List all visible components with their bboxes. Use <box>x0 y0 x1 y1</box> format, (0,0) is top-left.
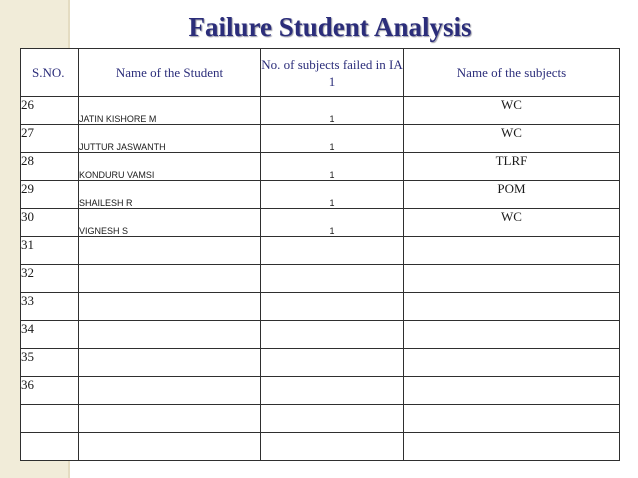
cell-subject-names <box>404 321 620 349</box>
cell-subject-names <box>404 237 620 265</box>
cell-sno: 27 <box>21 125 79 153</box>
table-row <box>21 209 620 237</box>
cell-subject-names: POM <box>404 181 620 209</box>
cell-sno: 31 <box>21 237 79 265</box>
header-sno: S.NO. <box>21 49 79 97</box>
cell-student-name <box>79 237 261 265</box>
table-row <box>21 181 620 209</box>
cell-student-name: JATIN KISHORE M <box>79 97 261 125</box>
cell-student-name: KONDURU VAMSI <box>79 153 261 181</box>
cell-subject-names <box>404 265 620 293</box>
cell-subjects-failed: 1 <box>261 153 404 181</box>
cell-sno: 28 <box>21 153 79 181</box>
table-row <box>21 237 620 265</box>
cell-sno: 29 <box>21 181 79 209</box>
cell-subjects-failed: 1 <box>261 209 404 237</box>
cell-sno: 36 <box>21 377 79 405</box>
cell-subjects-failed <box>261 433 404 461</box>
table-row <box>21 153 620 181</box>
table-row <box>21 405 620 433</box>
cell-subject-names <box>404 377 620 405</box>
table-row <box>21 97 620 125</box>
cell-subjects-failed <box>261 321 404 349</box>
cell-student-name <box>79 377 261 405</box>
cell-student-name: SHAILESH R <box>79 181 261 209</box>
cell-subjects-failed <box>261 265 404 293</box>
cell-student-name <box>79 349 261 377</box>
cell-student-name <box>79 265 261 293</box>
table-row <box>21 433 620 461</box>
failure-analysis-table <box>20 48 620 461</box>
cell-subject-names <box>404 433 620 461</box>
cell-subjects-failed: 1 <box>261 181 404 209</box>
cell-subjects-failed: 1 <box>261 97 404 125</box>
cell-student-name <box>79 293 261 321</box>
table-row <box>21 125 620 153</box>
cell-subject-names: WC <box>404 209 620 237</box>
table-row <box>21 377 620 405</box>
table-row <box>21 349 620 377</box>
cell-sno <box>21 433 79 461</box>
table-header-row <box>21 49 620 97</box>
cell-student-name <box>79 433 261 461</box>
cell-subject-names: WC <box>404 125 620 153</box>
table-row <box>21 265 620 293</box>
table-row <box>21 321 620 349</box>
cell-subjects-failed <box>261 237 404 265</box>
cell-sno: 34 <box>21 321 79 349</box>
cell-subject-names: WC <box>404 97 620 125</box>
cell-sno <box>21 405 79 433</box>
cell-student-name: JUTTUR JASWANTH <box>79 125 261 153</box>
cell-subjects-failed <box>261 349 404 377</box>
cell-student-name: VIGNESH S <box>79 209 261 237</box>
table-row <box>21 293 620 321</box>
cell-subjects-failed <box>261 377 404 405</box>
header-student-name: Name of the Student <box>79 49 261 97</box>
cell-subject-names <box>404 349 620 377</box>
cell-sno: 33 <box>21 293 79 321</box>
cell-subjects-failed <box>261 293 404 321</box>
header-subjects-failed: No. of subjects failed in IA 1 <box>261 49 404 97</box>
cell-sno: 30 <box>21 209 79 237</box>
cell-subjects-failed <box>261 405 404 433</box>
cell-sno: 26 <box>21 97 79 125</box>
cell-subject-names <box>404 405 620 433</box>
cell-subjects-failed: 1 <box>261 125 404 153</box>
cell-subject-names: TLRF <box>404 153 620 181</box>
cell-subject-names <box>404 293 620 321</box>
page-title: Failure Student Analysis <box>188 12 472 42</box>
cell-student-name <box>79 321 261 349</box>
header-subject-names: Name of the subjects <box>404 49 620 97</box>
cell-sno: 35 <box>21 349 79 377</box>
cell-sno: 32 <box>21 265 79 293</box>
cell-student-name <box>79 405 261 433</box>
